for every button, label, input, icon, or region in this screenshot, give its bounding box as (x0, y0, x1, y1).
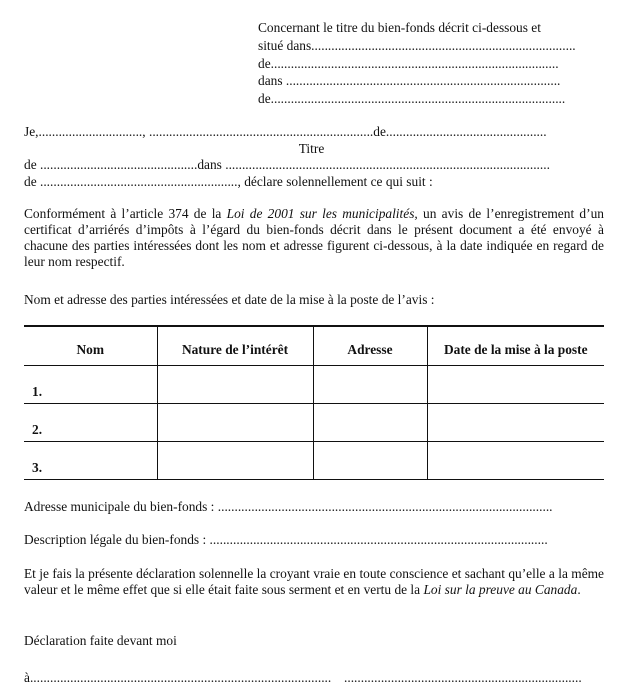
notice-paragraph-part2: , un avis de l’enregistrement d’un certificat d’arriérés d’impôts à l’égard du bien-fonds décrit dans le présent document a été envoyé à chacune des parties intéressées dont les nom et adresse figurent ci-dessous, à la date indiquée en regard de leur nom respectif. (24, 206, 604, 269)
declarant-name-line[interactable]: Je,..............................., ...................................................................de................................................ (24, 124, 547, 139)
signature-place-line[interactable]: à.......................................................................................... (24, 670, 332, 685)
column-header-interest: Nature de l’intérêt (157, 326, 313, 365)
header-line-of-1[interactable]: de...................................................................................... (258, 56, 559, 71)
interested-parties-table (24, 325, 604, 480)
address-cell[interactable] (313, 365, 427, 403)
column-header-address: Adresse (313, 326, 427, 365)
table-header-row (24, 326, 604, 365)
mailing-date-cell[interactable] (427, 441, 604, 479)
table-row (24, 441, 604, 479)
notice-paragraph (24, 206, 604, 270)
closing-paragraph-part1: Et je fais la présente déclaration solennelle la croyant vraie en toute conscience et sachant qu’elle a la même valeur et le même effet que si elle était faite sous serment et en vertu de la (24, 566, 604, 597)
header-line-situated-in[interactable]: situé dans............................................................................... (258, 38, 576, 53)
row-number: 1. (24, 365, 157, 403)
mailing-date-cell[interactable] (427, 403, 604, 441)
legal-description-line[interactable]: Description légale du bien-fonds : ..................................................................................................... (24, 532, 548, 547)
notice-paragraph-part1: Conformément à l’article 374 de la (24, 206, 227, 221)
column-header-name: Nom (24, 326, 157, 365)
parties-intro: Nom et adresse des parties intéressées et date de la mise à la poste de l’avis : (24, 292, 435, 307)
declarant-declaration-line[interactable]: de ..........................................................., déclare solennellement ce qui suit : (24, 174, 433, 189)
header-line-of-2[interactable]: de........................................................................................ (258, 91, 566, 106)
closing-paragraph (24, 566, 604, 598)
act-title: Loi sur la preuve au Canada (423, 582, 578, 597)
closing-paragraph-part2: . (577, 582, 581, 597)
column-header-mailing-date: Date de la mise à la poste (427, 326, 604, 365)
interest-cell[interactable] (157, 365, 313, 403)
row-number: 2. (24, 403, 157, 441)
declarant-title-label: Titre (298, 141, 325, 156)
law-title: Loi de 2001 sur les municipalités (226, 206, 415, 221)
municipal-address-line[interactable]: Adresse municipale du bien-fonds : .................................................................................................... (24, 499, 553, 514)
declaration-before-label: Déclaration faite devant moi (24, 633, 177, 648)
header-line-title-concerning: Concernant le titre du bien-fonds décrit ci-dessous et (258, 20, 541, 35)
mailing-date-cell[interactable] (427, 365, 604, 403)
declarant-location-line[interactable]: de ...............................................dans ................................................................................................. (24, 157, 550, 172)
header-line-in[interactable]: dans .................................................................................. (258, 73, 561, 88)
signature-line[interactable]: ....................................................................... (344, 670, 582, 685)
table-row (24, 365, 604, 403)
address-cell[interactable] (313, 403, 427, 441)
row-number: 3. (24, 441, 157, 479)
address-cell[interactable] (313, 441, 427, 479)
interest-cell[interactable] (157, 403, 313, 441)
interest-cell[interactable] (157, 441, 313, 479)
table-row (24, 403, 604, 441)
